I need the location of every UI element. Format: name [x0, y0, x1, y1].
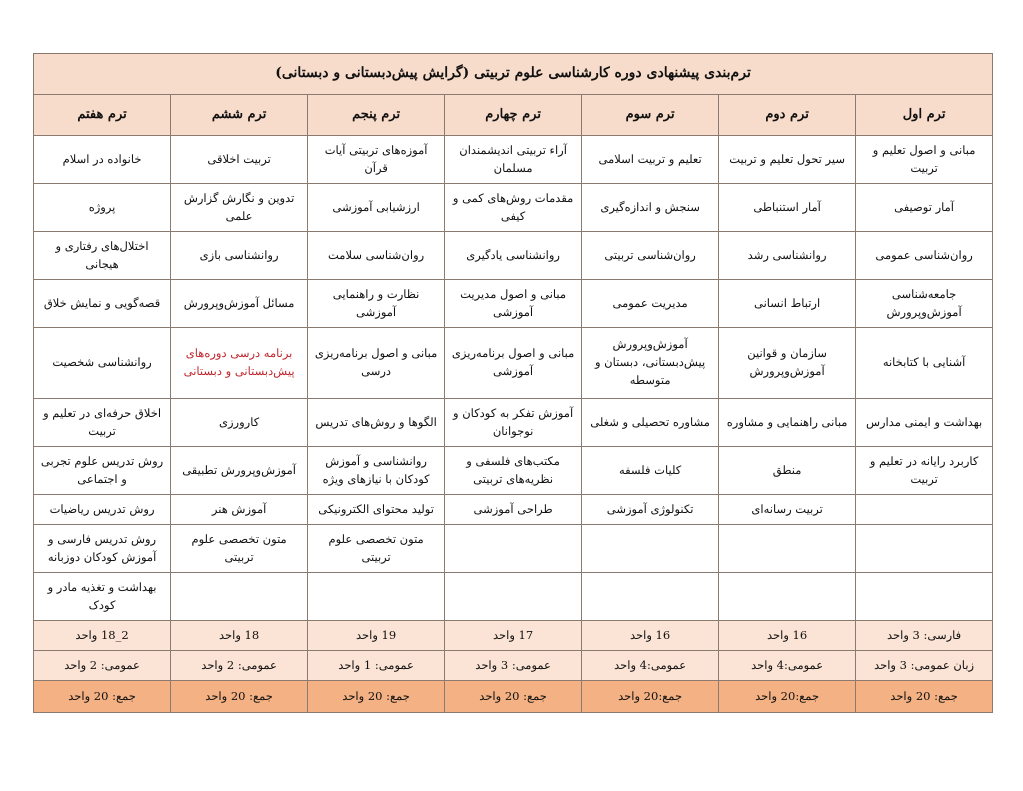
total-credits-cell: جمع:20 واحد — [582, 681, 719, 713]
course-cell: روانشناسی رشد — [719, 232, 856, 280]
term-header-row — [34, 95, 993, 136]
general-credits-cell: زبان عمومی: 3 واحد — [856, 651, 993, 681]
total-credits-cell: جمع: 20 واحد — [856, 681, 993, 713]
total-credits-cell: جمع: 20 واحد — [34, 681, 171, 713]
course-cell: کارورزی — [171, 399, 308, 447]
course-row — [34, 136, 993, 184]
general-credits-cell: عمومی: 1 واحد — [308, 651, 445, 681]
course-cell: مسائل آموزش‌وپرورش — [171, 280, 308, 328]
term-header: ترم اول — [856, 95, 993, 136]
course-cell: مبانی و اصول برنامه‌ریزی درسی — [308, 328, 445, 399]
course-row — [34, 280, 993, 328]
general-credits-row — [34, 651, 993, 681]
general-credits-cell: عمومی:4 واحد — [719, 651, 856, 681]
course-row — [34, 525, 993, 573]
credits-cell: فارسی: 3 واحد — [856, 621, 993, 651]
course-cell: اختلال‌های رفتاری و هیجانی — [34, 232, 171, 280]
course-cell: آموزش تفکر به کودکان و نوجوانان — [445, 399, 582, 447]
course-cell: روانشناسی شخصیت — [34, 328, 171, 399]
term-header: ترم ششم — [171, 95, 308, 136]
credits-cell: 18 واحد — [171, 621, 308, 651]
course-cell — [856, 573, 993, 621]
course-cell: روان‌شناسی تربیتی — [582, 232, 719, 280]
course-cell: تعلیم و تربیت اسلامی — [582, 136, 719, 184]
course-cell: تولید محتوای الکترونیکی — [308, 495, 445, 525]
course-cell: روش تدریس فارسی و آموزش کودکان دوزبانه — [34, 525, 171, 573]
total-credits-cell: جمع: 20 واحد — [445, 681, 582, 713]
course-cell: آموزش هنر — [171, 495, 308, 525]
course-cell: کلیات فلسفه — [582, 447, 719, 495]
term-header: ترم دوم — [719, 95, 856, 136]
course-cell — [445, 573, 582, 621]
credits-cell: 16 واحد — [582, 621, 719, 651]
course-cell: مبانی و اصول تعلیم و تربیت — [856, 136, 993, 184]
course-cell: ارزشیابی آموزشی — [308, 184, 445, 232]
general-credits-cell: عمومی:4 واحد — [582, 651, 719, 681]
course-cell: مقدمات روش‌های کمی و کیفی — [445, 184, 582, 232]
course-cell: روانشناسی بازی — [171, 232, 308, 280]
credits-cell: 17 واحد — [445, 621, 582, 651]
course-cell: نظارت و راهنمایی آموزشی — [308, 280, 445, 328]
course-cell: بهداشت و تغذیه مادر و کودک — [34, 573, 171, 621]
course-cell: آموزش‌وپرورش تطبیقی — [171, 447, 308, 495]
total-credits-row — [34, 681, 993, 713]
course-cell: جامعه‌شناسی آموزش‌وپرورش — [856, 280, 993, 328]
course-cell: سازمان و قوانین آموزش‌وپرورش — [719, 328, 856, 399]
course-cell: تربیت رسانه‌ای — [719, 495, 856, 525]
course-cell: مبانی راهنمایی و مشاوره — [719, 399, 856, 447]
credits-cell: 16 واحد — [719, 621, 856, 651]
term-header: ترم هفتم — [34, 95, 171, 136]
course-row — [34, 573, 993, 621]
course-cell — [308, 573, 445, 621]
course-cell: روانشناسی و آموزش کودکان با نیازهای ویژه — [308, 447, 445, 495]
term-header: ترم چهارم — [445, 95, 582, 136]
course-cell: آمار استنباطی — [719, 184, 856, 232]
course-cell: منطق — [719, 447, 856, 495]
course-cell: کاربرد رایانه در تعلیم و تربیت — [856, 447, 993, 495]
course-cell: مکتب‌های فلسفی و نظریه‌های تربیتی — [445, 447, 582, 495]
course-cell: آشنایی با کتابخانه — [856, 328, 993, 399]
course-row — [34, 495, 993, 525]
course-cell — [719, 573, 856, 621]
course-cell: طراحی آموزشی — [445, 495, 582, 525]
total-credits-cell: جمع:20 واحد — [719, 681, 856, 713]
course-cell: تربیت اخلاقی — [171, 136, 308, 184]
course-cell — [582, 573, 719, 621]
table-title: ترم‌بندی پیشنهادی دوره کارشناسی علوم تربیتی (گرایش پیش‌دبستانی و دبستانی) — [34, 54, 993, 95]
course-cell: مدیریت عمومی — [582, 280, 719, 328]
course-cell: سیر تحول تعلیم و تربیت — [719, 136, 856, 184]
course-cell: روان‌شناسی عمومی — [856, 232, 993, 280]
course-cell: ارتباط انسانی — [719, 280, 856, 328]
course-cell: قصه‌گویی و نمایش خلاق — [34, 280, 171, 328]
total-credits-cell: جمع: 20 واحد — [308, 681, 445, 713]
course-cell — [445, 525, 582, 573]
course-cell — [719, 525, 856, 573]
course-cell: آمار توصیفی — [856, 184, 993, 232]
term-header: ترم سوم — [582, 95, 719, 136]
course-cell: سنجش و اندازه‌گیری — [582, 184, 719, 232]
course-cell: روش تدریس علوم تجربی و اجتماعی — [34, 447, 171, 495]
term-header: ترم پنجم — [308, 95, 445, 136]
course-row — [34, 447, 993, 495]
course-cell: آراء تربیتی اندیشمندان مسلمان — [445, 136, 582, 184]
credits-cell: 19 واحد — [308, 621, 445, 651]
course-cell: متون تخصصی علوم تربیتی — [171, 525, 308, 573]
course-cell: روش تدریس ریاضیات — [34, 495, 171, 525]
general-credits-cell: عمومی: 3 واحد — [445, 651, 582, 681]
course-cell: آموزش‌وپرورش پیش‌دبستانی، دبستان و متوسطه — [582, 328, 719, 399]
course-cell: بهداشت و ایمنی مدارس — [856, 399, 993, 447]
credits-row — [34, 621, 993, 651]
course-cell: مبانی و اصول مدیریت آموزشی — [445, 280, 582, 328]
course-cell: روان‌شناسی سلامت — [308, 232, 445, 280]
total-credits-cell: جمع: 20 واحد — [171, 681, 308, 713]
course-cell: روانشناسی یادگیری — [445, 232, 582, 280]
course-cell: تدوین و نگارش گزارش علمی — [171, 184, 308, 232]
course-cell: مشاوره تحصیلی و شغلی — [582, 399, 719, 447]
course-cell: اخلاق حرفه‌ای در تعلیم و تربیت — [34, 399, 171, 447]
term-schedule-table — [33, 53, 993, 713]
course-cell — [582, 525, 719, 573]
course-row — [34, 184, 993, 232]
course-row — [34, 328, 993, 399]
course-row — [34, 232, 993, 280]
general-credits-cell: عمومی: 2 واحد — [171, 651, 308, 681]
course-cell: تکنولوژی آموزشی — [582, 495, 719, 525]
course-cell: خانواده در اسلام — [34, 136, 171, 184]
course-row — [34, 399, 993, 447]
course-cell: الگوها و روش‌های تدریس — [308, 399, 445, 447]
course-cell — [856, 525, 993, 573]
general-credits-cell: عمومی: 2 واحد — [34, 651, 171, 681]
course-cell: مبانی و اصول برنامه‌ریزی آموزشی — [445, 328, 582, 399]
course-cell: پروژه — [34, 184, 171, 232]
course-cell: آموزه‌های تربیتی آیات قرآن — [308, 136, 445, 184]
course-cell: متون تخصصی علوم تربیتی — [308, 525, 445, 573]
course-cell-highlighted: برنامه درسی دوره‌های پیش‌دبستانی و دبستانی — [171, 328, 308, 399]
credits-cell: 2_18 واحد — [34, 621, 171, 651]
course-cell — [171, 573, 308, 621]
course-cell — [856, 495, 993, 525]
